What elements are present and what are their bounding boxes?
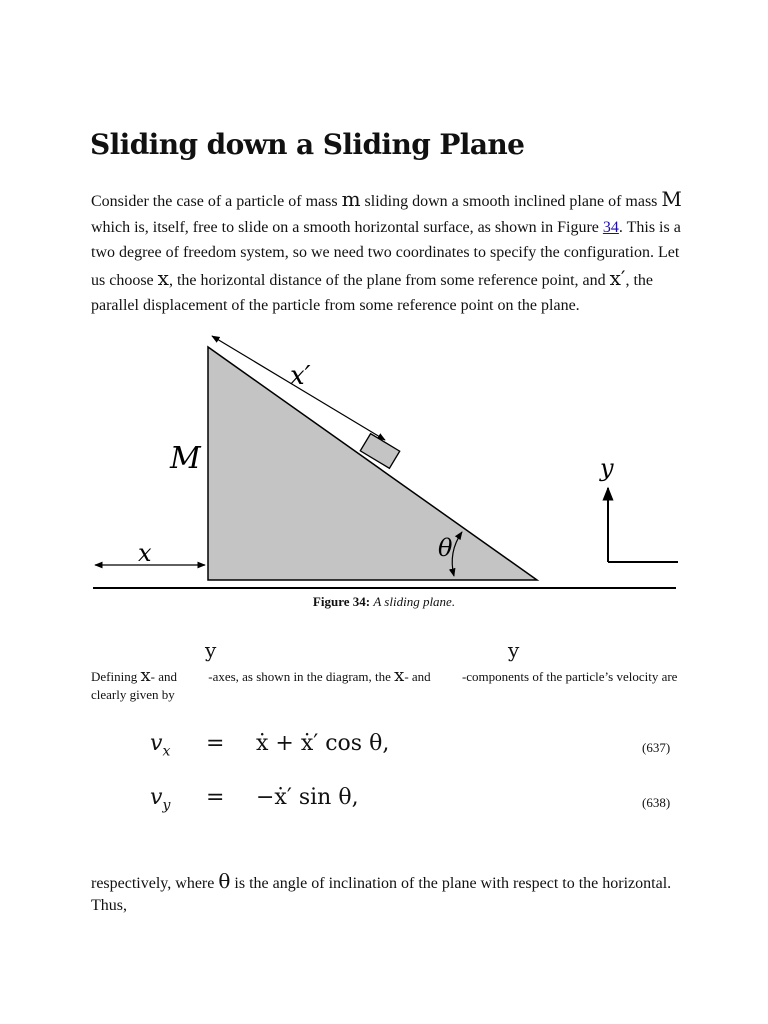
text-run: Consider the case of a particle of mass [91, 193, 342, 210]
equation-637-equals: = [206, 731, 225, 756]
symbol-x-prime: x′ [609, 265, 626, 290]
text-run: Defining [91, 669, 141, 684]
equation-637-rhs: ẋ + ẋ′ cos θ, [256, 731, 390, 756]
inclined-plane [208, 347, 537, 580]
symbol-x: x [157, 265, 169, 290]
symbol-y-1: y [205, 638, 217, 662]
text-run: which is, itself, free to slide on a smooth horizontal surface, as shown in Figure [91, 218, 603, 236]
page-title: Sliding down a Sliding Plane [90, 128, 525, 161]
equation-637-lhs [150, 731, 170, 759]
text-run: respectively, where [91, 875, 219, 892]
symbol-theta: θ [218, 869, 231, 893]
text-run: -axes, as shown in the diagram, the [208, 669, 395, 684]
text-run: - and [150, 669, 181, 684]
symbol-y-2: y [508, 638, 520, 662]
label-theta: θ [438, 534, 453, 562]
equation-638-lhs-main: v [150, 785, 163, 810]
text-run: - and [404, 669, 434, 684]
equation-638-lhs [150, 785, 170, 813]
text-run: , the parallel displacement of the particle from some reference point on the plane. [91, 271, 654, 314]
conclusion-paragraph [91, 870, 691, 917]
axes-paragraph [91, 667, 691, 704]
equation-638-equals: = [206, 785, 225, 810]
label-x: x [138, 539, 152, 567]
symbol-x: x [140, 665, 151, 686]
text-run: . This is a two degree of freedom system, so we need two coordinates to specify the configuration. Let us choose [91, 218, 681, 289]
caption-label: Figure 34: [312, 594, 371, 609]
symbol-M: M [661, 187, 682, 211]
text-run: -components of the particle’s velocity are clearly given by [91, 669, 678, 702]
text-run: , the horizontal distance of the plane from some reference point, and [168, 271, 610, 289]
equation-637-number: (637) [642, 740, 671, 755]
equation-638-rhs: −ẋ′ sin θ, [256, 785, 359, 810]
equation-637-lhs-sub: x [162, 743, 171, 760]
label-x-prime: x′ [290, 361, 311, 391]
caption-text: A sliding plane. [373, 594, 456, 609]
equation-638-number: (638) [642, 795, 671, 810]
figure-34-link[interactable]: 34 [602, 218, 619, 236]
symbol-x: x [394, 665, 405, 686]
figure-caption [0, 594, 768, 610]
equation-638-lhs-sub: y [162, 797, 171, 814]
text-run: sliding down a smooth inclined plane of mass [360, 193, 662, 210]
equation-637-lhs-main: v [150, 731, 163, 756]
label-M: M [170, 441, 201, 476]
text-run: is the angle of inclination of the plane with respect to the horizontal. Thus, [91, 875, 672, 914]
symbol-m: m [341, 187, 361, 211]
label-y: y [600, 454, 614, 482]
